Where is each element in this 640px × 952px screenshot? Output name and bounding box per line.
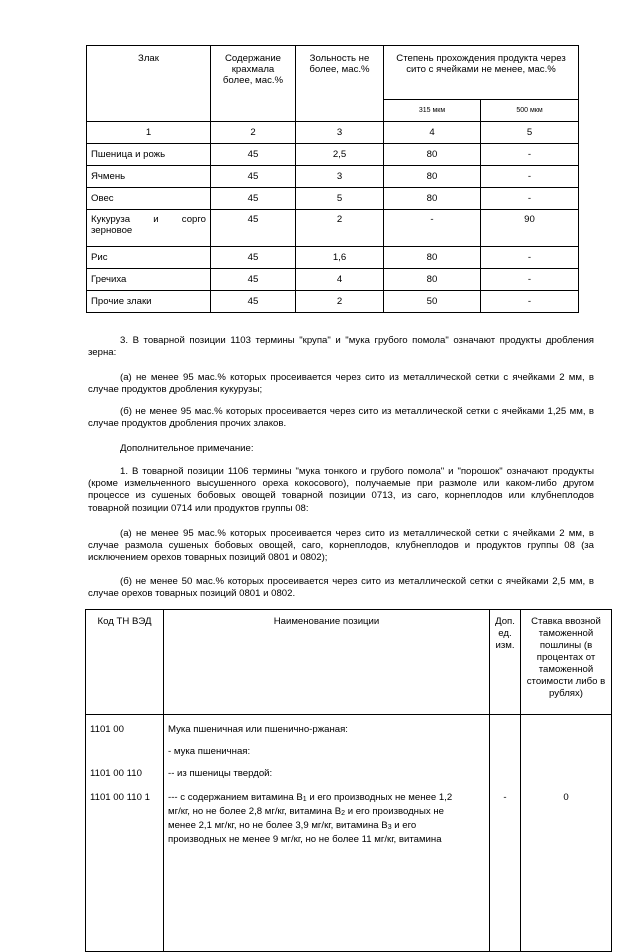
grain-name: Прочие злаки [87,291,211,313]
code-1101-00-110: 1101 00 110 [90,768,142,779]
header-grain: Злак [87,46,211,122]
ash-value: 3 [296,166,384,188]
sieve-315-value: 80 [384,144,481,166]
table-row [87,166,579,188]
ash-value: 2 [296,210,384,247]
note-3a-paragraph: (а) не менее 95 мас.% которых просеивается через сито из металлической сетки с ячейками 2 мм, в случае продуктов дробления кукурузы; [88,372,594,396]
unit-value: - [503,792,507,803]
header-rate: Ставка ввозной таможенной пошлины (в процентах от таможенной стоимости либо в рублях) [521,610,612,715]
vitamin-text-line: и его производных не [345,806,444,817]
header-code: Код ТН ВЭД [86,610,164,715]
vitamin-text-line: производных не менее 9 мг/кг, но не более 11 мг/кг, витамина [168,834,442,845]
grain-name: Ячмень [87,166,211,188]
sieve-315-value: 80 [384,269,481,291]
vitamin-subscript: 3 [387,824,392,831]
code-1101-00-110-1: 1101 00 110 1 [90,792,150,803]
table-row [87,247,579,269]
vitamin-text-line: и его [391,820,417,831]
header-starch: Содержание крахмала более, мас.% [211,46,296,122]
note-3b-paragraph: (б) не менее 95 мас.% которых просеивается через сито из металлической сетки с ячейками 1,25 мм, в случае продуктов дробления прочих злаков. [88,406,594,430]
rate-cell [521,715,612,952]
ash-value: 5 [296,188,384,210]
grain-name: Пшеница и рожь [87,144,211,166]
table-row [87,210,579,247]
starch-value: 45 [211,269,296,291]
name-wheat-flour: Мука пшеничная или пшенично-ржаная: [168,724,348,735]
col-number: 1 [87,122,211,144]
sieve-315-value: 80 [384,247,481,269]
header-sieve-500: 500 мкм [481,100,579,122]
sieve-315-value: 80 [384,166,481,188]
name-wheat-flour-sub: - мука пшеничная: [168,746,251,757]
starch-value: 45 [211,144,296,166]
name-cell [164,715,490,952]
ash-value: 2 [296,291,384,313]
code-1101-00: 1101 00 [90,724,124,735]
note-3-paragraph: 3. В товарной позиции 1103 термины "крупа" и "мука грубого помола" означают продукты дробления зерна: [88,335,594,359]
sieve-500-value: 90 [481,210,579,247]
vitamin-text-line: мг/кг, но не более 2,8 мг/кг, витамина B [168,806,342,817]
grain-name-line2: зерновое [91,225,133,236]
sieve-500-value: - [481,166,579,188]
ash-value: 4 [296,269,384,291]
name-vitamin-description [168,792,484,846]
starch-value: 45 [211,188,296,210]
header-sieve: Степень прохождения продукта через сито с ячейками не менее, мас.% [384,46,579,100]
vitamin-text-line: --- с содержанием витамина B [168,792,303,803]
table-row [87,188,579,210]
starch-value: 45 [211,247,296,269]
tariff-table [85,609,612,952]
starch-value: 45 [211,166,296,188]
starch-value: 45 [211,291,296,313]
rate-value: 0 [563,792,569,803]
sieve-500-value: - [481,188,579,210]
vitamin-text-line: менее 2,1 мг/кг, но не более 3,9 мг/кг, витамина B [168,820,388,831]
name-durum-wheat: -- из пшеницы твердой: [168,768,273,779]
sieve-315-value: 80 [384,188,481,210]
grain-name: Рис [87,247,211,269]
add-note-1a-paragraph: (а) не менее 95 мас.% которых просеивается через сито из металлической сетки с ячейками 2 мм, в случае размола сушеных бобовых овощей, саго, корнеплодов, клубнеплодов и продуктов группы 08 (за исключением орехов товарных позиций 0801 и 0802); [88,528,594,564]
sieve-500-value: - [481,291,579,313]
header-unit: Доп. ед. изм. [490,610,521,715]
grain-name [87,210,211,247]
sieve-500-value: - [481,269,579,291]
ash-value: 2,5 [296,144,384,166]
ash-value: 1,6 [296,247,384,269]
add-note-1b-paragraph: (б) не менее 50 мас.% которых просеивается через сито из металлической сетки с ячейками 2,5 мм, в случае орехов товарных позиций 0801 и 0802. [88,576,594,600]
vitamin-subscript: 1 [302,796,307,803]
col-number: 2 [211,122,296,144]
sieve-500-value: - [481,247,579,269]
grain-name: Гречиха [87,269,211,291]
additional-note-heading: Дополнительное примечание: [120,443,254,454]
sieve-315-value: - [384,210,481,247]
sieve-315-value: 50 [384,291,481,313]
table-row [87,291,579,313]
header-sieve-315: 315 мкм [384,100,481,122]
table-row [87,269,579,291]
starch-value: 45 [211,210,296,247]
table-row [87,144,579,166]
header-name: Наименование позиции [164,610,490,715]
code-cell [86,715,164,952]
table-row [86,715,612,952]
sieve-500-value: - [481,144,579,166]
header-ash: Зольность не более, мас.% [296,46,384,122]
grain-specification-table [86,45,579,313]
col-number: 5 [481,122,579,144]
col-number: 3 [296,122,384,144]
add-note-1-paragraph: 1. В товарной позиции 1106 термины "мука тонкого и грубого помола" и "порошок" означают продукты (кроме измельченного высушенного ореха кокосового), получаемые при размоле или каком-либо другом процессе из сушеных бобовых овощей товарной позиции 0713, из саго, корнеплодов или клубнеплодов товарной позиции 0714 или продуктов группы 08: [88,466,594,514]
unit-cell [490,715,521,952]
grain-name-line1: Кукуруза и сорго [91,214,206,225]
grain-name: Овес [87,188,211,210]
col-number: 4 [384,122,481,144]
vitamin-subscript: 2 [341,810,346,817]
vitamin-text-line: и его производных не менее 1,2 [306,792,453,803]
